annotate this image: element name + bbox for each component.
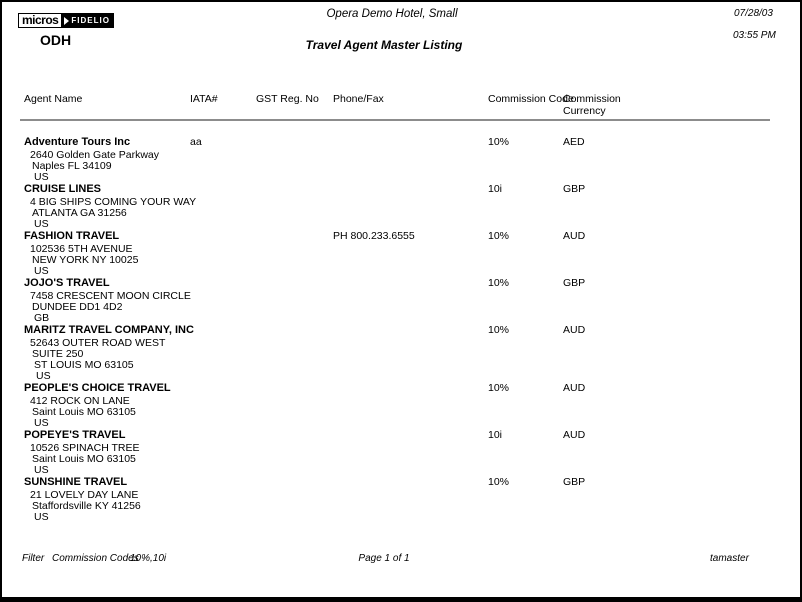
agent-row-main bbox=[2, 476, 802, 490]
agent-row-main bbox=[2, 429, 802, 443]
agent-address-line: US bbox=[34, 265, 49, 277]
agent-row bbox=[2, 429, 802, 476]
column-header-agent-name: Agent Name bbox=[24, 93, 83, 105]
agent-address-line: 10526 SPINACH TREE bbox=[30, 442, 140, 454]
agent-row-main bbox=[2, 183, 802, 197]
agent-address-line: Staffordsville KY 41256 bbox=[32, 500, 141, 512]
agent-name: SUNSHINE TRAVEL bbox=[24, 476, 128, 488]
column-header-iata: IATA# bbox=[190, 93, 218, 105]
agent-row-main bbox=[2, 324, 802, 338]
footer-report-id: tamaster bbox=[710, 553, 749, 564]
agent-commission-code: 10% bbox=[488, 136, 510, 148]
agent-address-line: Naples FL 34109 bbox=[32, 160, 112, 172]
agent-commission-currency: AUD bbox=[563, 429, 586, 441]
agent-row-main bbox=[2, 382, 802, 396]
agent-row bbox=[2, 382, 802, 429]
agent-commission-code: 10% bbox=[488, 324, 510, 336]
agent-address-line: US bbox=[34, 218, 49, 230]
agent-row bbox=[2, 324, 802, 382]
agent-name: Adventure Tours Inc bbox=[24, 136, 131, 148]
agent-row bbox=[2, 277, 802, 324]
agent-commission-code: 10% bbox=[488, 277, 510, 289]
agent-commission-code: 10i bbox=[488, 183, 503, 195]
agent-commission-code: 10% bbox=[488, 382, 510, 394]
agent-address-line: ST LOUIS MO 63105 bbox=[34, 359, 134, 371]
report-time: 03:55 PM bbox=[733, 30, 776, 41]
agent-address-line: ATLANTA GA 31256 bbox=[32, 207, 127, 219]
column-header-phone-fax: Phone/Fax bbox=[333, 93, 384, 105]
footer-filter-value: 10%,10i bbox=[130, 553, 167, 564]
micros-logo-text: micros bbox=[18, 13, 62, 28]
agent-iata: aa bbox=[190, 136, 202, 148]
agent-address-line: 52643 OUTER ROAD WEST bbox=[30, 337, 166, 349]
agent-row bbox=[2, 476, 802, 523]
agent-commission-currency: GBP bbox=[563, 277, 586, 289]
agent-phone-fax: PH 800.233.6555 bbox=[333, 230, 415, 242]
agent-address-line: 7458 CRESCENT MOON CIRCLE bbox=[30, 290, 191, 302]
agent-commission-code: 10% bbox=[488, 230, 510, 242]
fidelio-logo-label: FIDELIO bbox=[71, 16, 110, 25]
column-header-commission-code: Commission Code bbox=[488, 93, 574, 105]
agent-name: PEOPLE'S CHOICE TRAVEL bbox=[24, 382, 171, 394]
agent-row bbox=[2, 230, 802, 277]
agent-commission-currency: AUD bbox=[563, 324, 586, 336]
agent-commission-currency: AUD bbox=[563, 230, 586, 242]
agent-name: POPEYE'S TRAVEL bbox=[24, 429, 126, 441]
agent-commission-currency: AUD bbox=[563, 382, 586, 394]
agent-address-line: 2640 Golden Gate Parkway bbox=[30, 149, 159, 161]
header-divider bbox=[20, 119, 770, 121]
column-header-commission-currency-line2: Currency bbox=[563, 105, 606, 117]
agent-commission-code: 10% bbox=[488, 476, 510, 488]
agent-address-line: DUNDEE DD1 4D2 bbox=[32, 301, 123, 313]
agent-commission-currency: GBP bbox=[563, 476, 586, 488]
agent-address-line: GB bbox=[34, 312, 50, 324]
agent-address-line: 4 BIG SHIPS COMING YOUR WAY bbox=[30, 196, 197, 208]
column-header-gst-reg-no: GST Reg. No bbox=[256, 93, 319, 105]
agent-address-line: US bbox=[34, 464, 49, 476]
agent-address-line: Saint Louis MO 63105 bbox=[32, 406, 136, 418]
agent-address-line: NEW YORK NY 10025 bbox=[32, 254, 139, 266]
agent-name: FASHION TRAVEL bbox=[24, 230, 120, 242]
footer-page-number: Page 1 of 1 bbox=[358, 553, 410, 564]
agent-commission-currency: GBP bbox=[563, 183, 586, 195]
agent-address-line: 102536 5TH AVENUE bbox=[30, 243, 133, 255]
report-title: Travel Agent Master Listing bbox=[305, 38, 463, 52]
agent-row bbox=[2, 136, 802, 183]
agent-list bbox=[2, 136, 802, 523]
property-code: ODH bbox=[40, 32, 72, 48]
column-header-commission-currency-line1: Commission bbox=[563, 93, 621, 105]
agent-row-main bbox=[2, 136, 802, 150]
agent-commission-currency: AED bbox=[563, 136, 585, 148]
agent-address-line: 412 ROCK ON LANE bbox=[30, 395, 130, 407]
footer-filter-label: Filter bbox=[22, 553, 45, 564]
agent-address-line: Saint Louis MO 63105 bbox=[32, 453, 136, 465]
agent-name: MARITZ TRAVEL COMPANY, INC bbox=[24, 324, 194, 336]
agent-name: JOJO'S TRAVEL bbox=[24, 277, 110, 289]
agent-address-line: US bbox=[34, 417, 49, 429]
footer-filter-name: Commission Codes bbox=[52, 553, 139, 564]
agent-row-main bbox=[2, 230, 802, 244]
agent-row bbox=[2, 183, 802, 230]
agent-address-line: US bbox=[34, 171, 49, 183]
agent-name: CRUISE LINES bbox=[24, 183, 102, 195]
agent-address-line: US bbox=[36, 370, 51, 382]
agent-address-line: 21 LOVELY DAY LANE bbox=[30, 489, 139, 501]
agent-commission-code: 10i bbox=[488, 429, 503, 441]
agent-address-line: US bbox=[34, 511, 49, 523]
report-date: 07/28/03 bbox=[734, 8, 773, 19]
agent-row-main bbox=[2, 277, 802, 291]
hotel-name: Opera Demo Hotel, Small bbox=[326, 8, 458, 20]
agent-address-line: SUITE 250 bbox=[32, 348, 84, 360]
